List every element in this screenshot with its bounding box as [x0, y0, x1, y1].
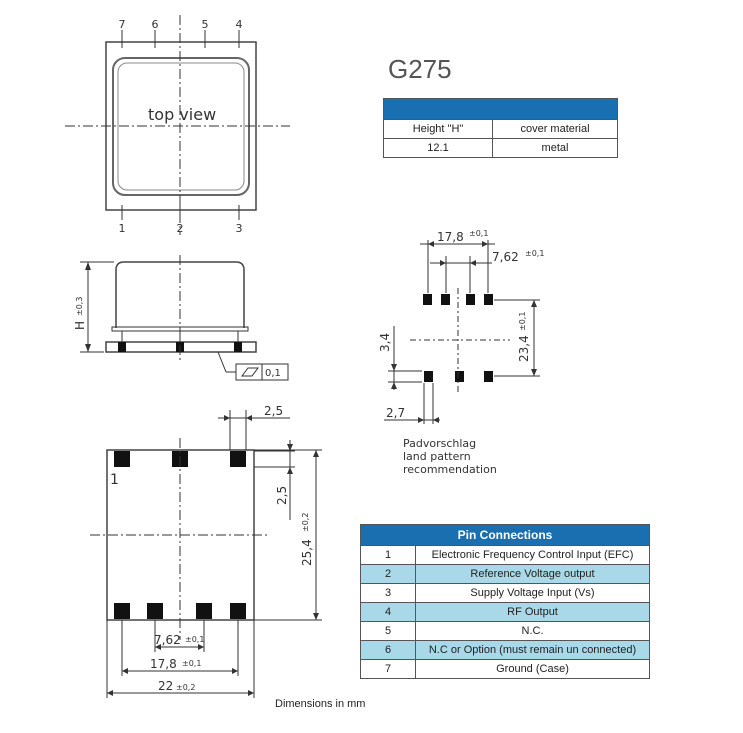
- pin-label-7: 7: [118, 18, 126, 31]
- pin-num: 2: [361, 565, 416, 584]
- land-pattern: [384, 240, 540, 424]
- pin-label-2: 2: [176, 222, 184, 235]
- flatness-value: 0,1: [265, 368, 281, 379]
- pin-desc: Supply Voltage Input (Vs): [416, 584, 650, 603]
- pin-connections-table: [360, 524, 650, 679]
- model-title: G275: [388, 54, 452, 84]
- pin-desc: Ground (Case): [416, 660, 650, 679]
- pin-table-title: Pin Connections: [361, 525, 650, 546]
- bv-pin1-marker: 1: [110, 472, 119, 488]
- table-row: [361, 565, 650, 584]
- pin-desc: Reference Voltage output: [416, 565, 650, 584]
- table-row: [361, 546, 650, 565]
- pin-desc: RF Output: [416, 603, 650, 622]
- bv-length: 25,4: [300, 539, 314, 566]
- dimensions-caption: Dimensions in mm: [275, 698, 366, 710]
- bv-inner-pitch-tol: ±0,1: [185, 635, 205, 644]
- pin-label-3: 3: [235, 222, 243, 235]
- note-line-3: recommendation: [403, 463, 497, 476]
- table-row: [361, 584, 650, 603]
- pin-num: 5: [361, 622, 416, 641]
- pin-desc: N.C.: [416, 622, 650, 641]
- spec-value-height: 12.1: [384, 139, 493, 158]
- bv-width-tol: ±0,2: [176, 683, 196, 692]
- pin-desc: Electronic Frequency Control Input (EFC): [416, 546, 650, 565]
- pin-table-header: [361, 525, 650, 546]
- lp-pad-width: 2,7: [386, 406, 406, 420]
- spec-header-material: cover material: [493, 120, 618, 139]
- lp-pad-height: 3,4: [378, 332, 392, 352]
- lp-row-spacing-tol: ±0,1: [518, 311, 527, 331]
- spec-header-height: Height "H": [384, 120, 493, 139]
- land-pattern-note: [403, 437, 497, 476]
- bv-outer-pitch: 17,8: [150, 657, 177, 671]
- table-row: [361, 641, 650, 660]
- bv-pad-pitch: 2,5: [264, 404, 284, 418]
- spec-table: [383, 98, 618, 158]
- note-line-2: land pattern: [403, 450, 471, 463]
- top-view: [65, 15, 290, 235]
- pin-label-4: 4: [235, 18, 243, 31]
- spec-table-row: [384, 139, 618, 158]
- lp-row-spacing: 23,4: [517, 335, 531, 362]
- pin-label-1: 1: [118, 222, 126, 235]
- pin-num: 6: [361, 641, 416, 660]
- bv-pad-offset: 2,5: [275, 485, 289, 505]
- table-row: [361, 603, 650, 622]
- pin-label-6: 6: [151, 18, 159, 31]
- height-label: H: [73, 320, 87, 330]
- bv-inner-pitch: 7,62: [154, 633, 181, 647]
- side-view: [80, 255, 288, 380]
- spec-table-header: [384, 99, 618, 120]
- lp-inner-pitch: 7,62: [492, 250, 519, 264]
- spec-value-material: metal: [493, 139, 618, 158]
- bv-length-tol: ±0,2: [301, 512, 310, 532]
- lp-outer-pitch: 17,8: [437, 230, 464, 244]
- pin-num: 1: [361, 546, 416, 565]
- pin-desc: N.C or Option (must remain un connected): [416, 641, 650, 660]
- pin-num: 4: [361, 603, 416, 622]
- bv-width: 22: [158, 679, 174, 693]
- lp-outer-pitch-tol: ±0,1: [469, 229, 489, 238]
- table-row: [361, 622, 650, 641]
- note-line-1: Padvorschlag: [403, 437, 477, 450]
- height-tolerance: ±0,3: [75, 296, 84, 316]
- bottom-view: [90, 410, 322, 698]
- top-view-label: top view: [148, 105, 217, 124]
- pin-num: 7: [361, 660, 416, 679]
- spec-table-row: [384, 120, 618, 139]
- pin-label-5: 5: [201, 18, 209, 31]
- pin-num: 3: [361, 584, 416, 603]
- lp-inner-pitch-tol: ±0,1: [525, 249, 545, 258]
- bv-outer-pitch-tol: ±0,1: [182, 659, 202, 668]
- table-row: [361, 660, 650, 679]
